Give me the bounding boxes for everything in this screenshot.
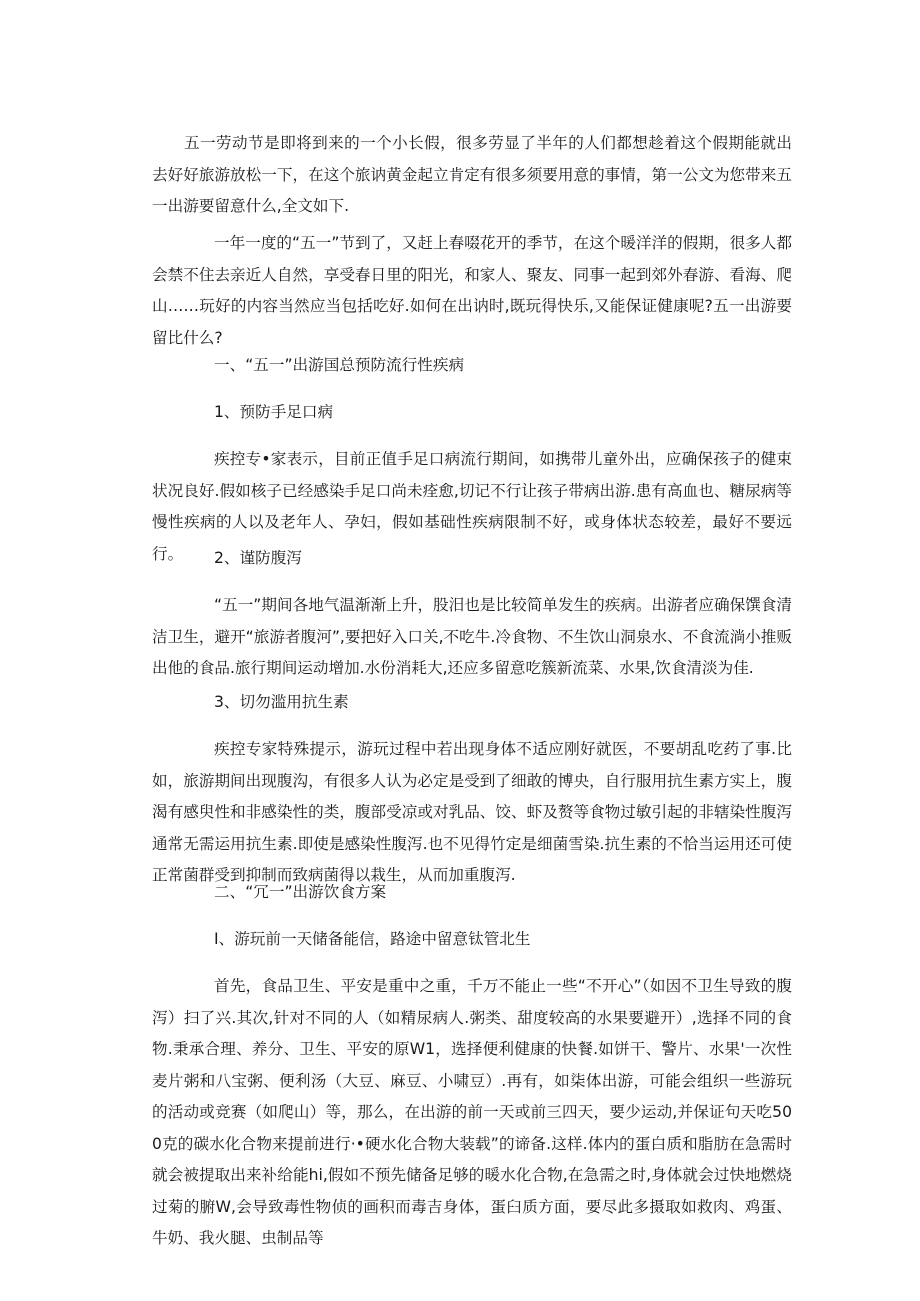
item-3-heading: 3、切勿滥用抗生素: [214, 693, 349, 711]
item-2-heading: 2、谨防腹泻: [214, 549, 302, 567]
item-4-paragraph: 首先，食品卫生、平安是重中之重，千万不能止一些“不开心”（如因不卫生导致的腹泻）扫了兴.其次,针对不同的人（如精尿病人.粥类、甜度较高的水果要避开）,选择不同的食物.秉承合理、养分、卫生、平安的原W1，选择便利健康的快餐.如饼干、警片、水果'一次性麦片粥和八宝粥、便利汤（大豆、麻豆、小啸豆）.再有，如柒体出游，可能会组织一些游玩的活动或竞赛（如爬山）等，那么，在出游的前一天或前三四天，要少运动,并保证句天吃500克的碳水化合物来提前进行·•硬水化合物大装载”的谛备.这样.体内的蛋白质和脂肪在急需时就会被提取出来补给能hi,假如不预先储备足够的暖水化合物,在急需之时,身体就会过快地燃烧过菊的腑W,会导致毒性物侦的画积而毒吉身体，蛋臼质方面，要尽此多摄取如救肉、鸡蛋、牛奶、我火腿、虫制品等: [152, 977, 792, 1247]
item-4-heading: I、游玩前一天储备能信，路途中留意钛管北生: [214, 930, 531, 948]
section-1-heading: 一、“五一”出游国总预防流行性疾病: [214, 356, 465, 374]
item-3-paragraph: 疾控专家特殊提示，游玩过程中若出现身体不适应刚好就医，不要胡乱吃药了事.比如，旅游期间出现腹沟，有很多人认为必定是受到了细敢的博央，自行服用抗生素方实上，腹渴有感臾性和非感染性的类，腹部受凉或对乳品、饺、虾及赘等食物过敏引起的非辖染性腹泻通常无需运用抗生素.即使是感染性腹泻.也不见得竹定是细菌雪染.抗生素的不恰当运用还可使正常菌群受到抑制而致病菌得以栽生，从而加重腹泻.: [152, 740, 792, 884]
item-2-paragraph: “五一”期间各地气温渐渐上升，股汨也是比较简单发生的疾病。出游者应确保馔食清洁卫生，避开“旅游者腹河”,要把好入口关,不吃牛.冷食物、不生饮山洞泉水、不食流淌小推贩出他的食品.旅行期间运动增加.水份消耗大,还应多留意吃簇新流菜、水果,饮食清淡为佳.: [152, 596, 792, 677]
item-1-heading: 1、预防手足口病: [214, 403, 334, 421]
item-1-paragraph: 疾控专•家表示，目前正值手足口病流行期间，如携带儿童外出，应确保孩子的健束状况良好.假如核子已经感染手足口尚未痊愈,切记不行让孩子带病出游.患有高血也、糖尿病等慢性疾病的人以及老年人、孕妇，假如基础性疾病限制不好，或身体状态较差，最好不要远行。: [152, 450, 792, 563]
opening-paragraph: 一年一度的“五一”节到了，又赶上春啜花开的季节，在这个暖洋洋的假期，很多人都会禁不住去亲近人自然，享受春日里的阳光，和家人、聚友、同事一起到郊外春游、看海、爬山……玩好的内容当然应当包括吃好.如何在出讷时,既玩得快乐,又能保证健康呢?五一出游要留比什么?: [152, 234, 792, 347]
section-2-heading: 二、“冗一”出游饮食方案: [214, 883, 387, 901]
intro-paragraph: 五一劳动节是即将到来的一个小长假，很多劳显了半年的人们都想趁着这个假期能就出去好好旅游放松一下，在这个旅讷黄金起立肯定有很多须要用意的事情，第一公文为您带来五一出游要留意什么,全文如下.: [152, 134, 792, 215]
